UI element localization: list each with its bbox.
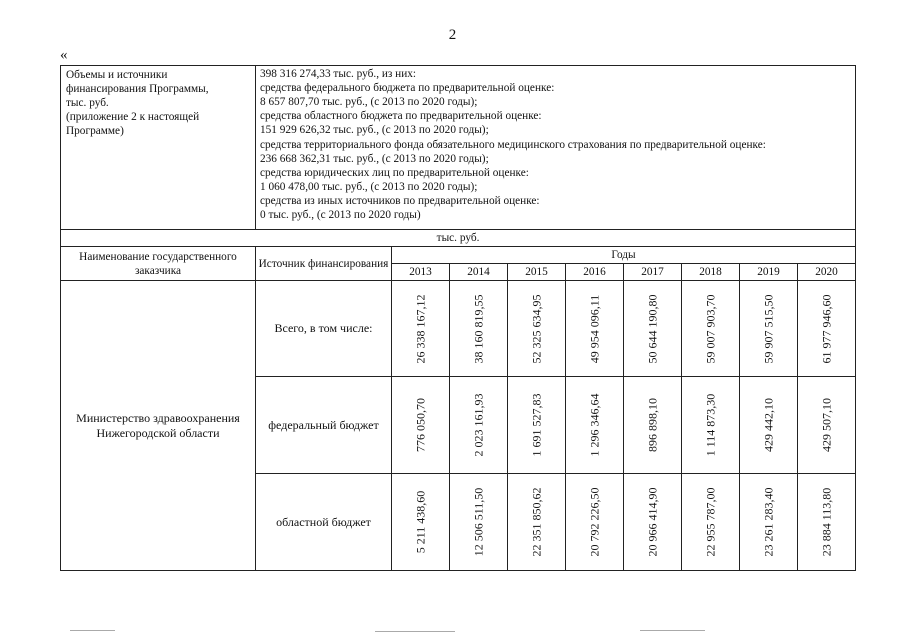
header-years: Годы	[392, 247, 856, 264]
funding-value-line: средства из иных источников по предварительной оценке:	[260, 194, 540, 207]
source-federal: федеральный бюджет	[256, 377, 392, 474]
value-cell	[566, 281, 624, 377]
value-cell	[392, 281, 450, 377]
year-header: 2013	[392, 264, 450, 281]
scan-artifact-line	[375, 631, 455, 632]
value-text: 20 792 226,50	[587, 487, 601, 557]
value-text: 52 325 634,95	[529, 294, 543, 364]
year-header: 2016	[566, 264, 624, 281]
value-text: 429 507,10	[819, 398, 834, 453]
value-text: 776 050,70	[413, 398, 427, 453]
value-text: 22 955 787,00	[703, 487, 717, 557]
value-cell	[682, 377, 740, 474]
value-text: 429 442,10	[761, 398, 775, 453]
scan-artifact-line	[640, 630, 705, 631]
value-cell	[392, 474, 450, 571]
value-text: 896 898,10	[645, 398, 659, 453]
value-cell	[508, 474, 566, 571]
value-text: 5 211 438,60	[413, 491, 427, 554]
funding-values-cell	[256, 66, 856, 230]
page-number: 2	[448, 27, 457, 43]
program-funding-table	[60, 65, 856, 571]
year-header: 2018	[682, 264, 740, 281]
value-cell	[624, 377, 682, 474]
value-cell	[798, 281, 856, 377]
header-source: Источник финансирования	[256, 247, 392, 281]
value-text: 49 954 096,11	[587, 294, 601, 364]
funding-value-line: средства областного бюджета по предварительной оценке:	[260, 110, 542, 123]
funding-label-line: (приложение 2 к настоящей	[66, 111, 200, 124]
year-header: 2015	[508, 264, 566, 281]
value-cell	[392, 377, 450, 474]
value-cell	[624, 281, 682, 377]
value-text: 1 691 527,83	[529, 393, 543, 457]
value-text: 2 023 161,93	[471, 393, 485, 457]
scan-artifact-line	[70, 630, 115, 631]
value-text: 1 114 873,30	[703, 394, 717, 457]
customer-name: Министерство здравоохранения Нижегородской области	[61, 281, 256, 571]
funding-value-line: средства федерального бюджета по предварительной оценке:	[260, 82, 555, 95]
funding-label-line: финансирования Программы,	[66, 83, 209, 96]
funding-label-line: Объемы и источники	[66, 69, 168, 81]
value-text: 22 351 850,62	[529, 487, 543, 557]
year-header: 2019	[740, 264, 798, 281]
value-cell	[798, 377, 856, 474]
value-cell	[508, 377, 566, 474]
year-header: 2017	[624, 264, 682, 281]
value-text: 23 884 113,80	[819, 488, 834, 557]
funding-value-line: 151 929 626,32 тыс. руб., (с 2013 по 2020 годы);	[260, 124, 489, 137]
value-cell	[740, 474, 798, 571]
source-regional: областной бюджет	[256, 474, 392, 571]
value-text: 50 644 190,80	[645, 294, 659, 364]
value-cell	[740, 281, 798, 377]
value-cell	[798, 474, 856, 571]
value-cell	[450, 281, 508, 377]
value-cell	[566, 377, 624, 474]
funding-value-line: средства территориального фонда обязательного медицинского страхования по предварительной оценке:	[260, 138, 766, 151]
value-cell	[450, 377, 508, 474]
value-text: 38 160 819,55	[471, 294, 485, 364]
funding-label-line: тыс. руб.	[66, 97, 109, 110]
value-cell	[682, 474, 740, 571]
year-header: 2014	[450, 264, 508, 281]
value-cell	[740, 377, 798, 474]
funding-value-line: средства юридических лиц по предварительной оценке:	[260, 166, 529, 179]
value-cell	[624, 474, 682, 571]
header-customer: Наименование государственного заказчика	[61, 247, 256, 281]
year-header: 2020	[798, 264, 856, 281]
funding-value-line: 398 316 274,33 тыс. руб., из них:	[260, 68, 417, 80]
funding-value-line: 1 060 478,00 тыс. руб., (с 2013 по 2020 годы);	[260, 180, 478, 193]
value-cell	[566, 474, 624, 571]
funding-value-line: 0 тыс. руб., (с 2013 по 2020 годы)	[260, 209, 421, 222]
value-text: 20 966 414,90	[645, 487, 659, 557]
value-text: 26 338 167,12	[413, 294, 427, 364]
value-text: 23 261 283,40	[761, 487, 775, 557]
source-total: Всего, в том числе:	[256, 281, 392, 377]
funding-label-line: Программе)	[66, 125, 124, 138]
table-row	[61, 281, 856, 377]
value-cell	[682, 281, 740, 377]
value-cell	[450, 474, 508, 571]
opening-quote-mark: «	[60, 47, 68, 63]
units-label: тыс. руб.	[61, 230, 856, 247]
funding-value-line: 236 668 362,31 тыс. руб., (с 2013 по 2020 годы);	[260, 152, 489, 165]
value-text: 12 506 511,50	[471, 488, 485, 557]
funding-value-line: 8 657 807,70 тыс. руб., (с 2013 по 2020 годы);	[260, 96, 478, 109]
value-cell	[508, 281, 566, 377]
value-text: 59 007 903,70	[703, 294, 717, 364]
value-text: 61 977 946,60	[819, 294, 834, 364]
value-text: 59 907 515,50	[761, 294, 775, 364]
value-text: 1 296 346,64	[587, 393, 601, 457]
funding-label-cell	[61, 66, 256, 230]
